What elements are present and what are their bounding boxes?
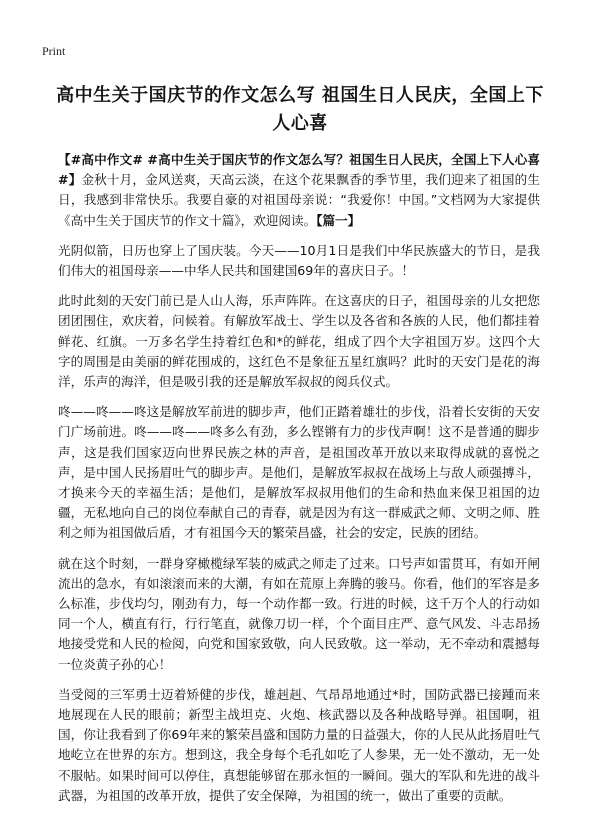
paragraph-5: 当受阅的三军勇士迈着矫健的步伐，雄赳赳、气昂昂地通过*时，国防武器已接踵而来地展现在人民的眼前；新型主战坦克、火炮、核武器以及各种战略导弹。祖国啊，祖国，你让我看到了你69年来的繁荣昌盛和国防力量的日益强大，你的人民从此扬眉吐气地屹立在世界的东方。想到这，我全身每个毛孔如吃了人参果，无一处不激动，无一处不服帖。如果时间可以停住，真想能够留在那永恒的一瞬间。强大的军队和先进的战斗武器，为祖国的改革开放，提供了安全保障，为祖国的统一，做出了重要的贡献。 [58, 686, 540, 803]
print-link[interactable]: Print [42, 44, 66, 58]
article-body [58, 150, 540, 816]
paragraph-1: 光阴似箭，日历也穿上了国庆装。今天——10月1日是我们中华民族盛大的节日，是我们伟大的祖国母亲——中华人民共和国建国69年的喜庆日子。！ [58, 242, 540, 279]
paragraph-2: 此时此刻的天安门前已是人山人海，乐声阵阵。在这喜庆的日子，祖国母亲的儿女把您团团围住，欢庆着，问候着。有解放军战士、学生以及各省和各族的人民，他们都挂着鲜花、红旗。一万多名学生持着红色和*的鲜花，组成了四个大字祖国万岁。这四个大字的周围是由美丽的鲜花围成的，这红色不是象征五星红旗吗？此时的天安门是花的海洋，乐声的海洋，但是吸引我的还是解放军叔叔的阅兵仪式。 [58, 293, 540, 390]
paragraph-3: 咚——咚——咚这是解放军前进的脚步声，他们正踏着雄壮的步伐，沿着长安街的天安门广场前进。咚——咚——咚多么有劲，多么铿锵有力的步伐声啊！这不是普通的脚步声，这是我们国家迈向世界民族之林的声音，是祖国改革开放以来取得成就的喜悦之声，是中国人民扬眉吐气的脚步声。是他们，是解放军叔叔在战场上与敌人顽强搏斗，才换来今天的幸福生活；是他们，是解放军叔叔用他们的生命和热血来保卫祖国的边疆，无私地向自己的岗位奉献自己的青春，就是因为有这一群威武之师、文明之师、胜利之师为祖国做后盾，才有祖国今天的繁荣昌盛，社会的安定，民族的团结。 [58, 404, 540, 541]
intro-lead: 【#高中作文# #高中生关于国庆节的作文怎么写？祖国生日人民庆，全国上下人心喜#】 [58, 152, 540, 188]
intro-text: 金秋十月，金风送爽，天高云淡，在这个花果飘香的季节里，我们迎来了祖国的生日，我感到非常快乐。我要自豪的对祖国母亲说：“我爱你！中国。”文档网为大家提供《高中生关于国庆节的作文十篇》，欢迎阅读。 [58, 172, 541, 228]
intro-paragraph [58, 150, 540, 231]
paragraph-4: 就在这个时刻，一群身穿橄榄绿军装的威武之师走了过来。口号声如雷贯耳，有如开闸流出的急水，有如滚滚而来的大潮，有如在荒原上奔腾的骏马。你看，他们的军容是多么标准，步伐均匀，刚劲有力，每一个动作都一致。行进的时候，这千万个人的行动如同一个人，横直有行，行行笔直，就像刀切一样，个个面目庄严、意气风发、斗志昂扬地接受党和人民的检阅，向党和国家致敬，向人民致敬。这一举动，无不牵动和震撼每一位炎黄子孙的心！ [58, 555, 540, 672]
section-tag: 【篇一】 [316, 212, 361, 228]
page-title: 高中生关于国庆节的作文怎么写 祖国生日人民庆，全国上下人心喜 [56, 85, 544, 134]
